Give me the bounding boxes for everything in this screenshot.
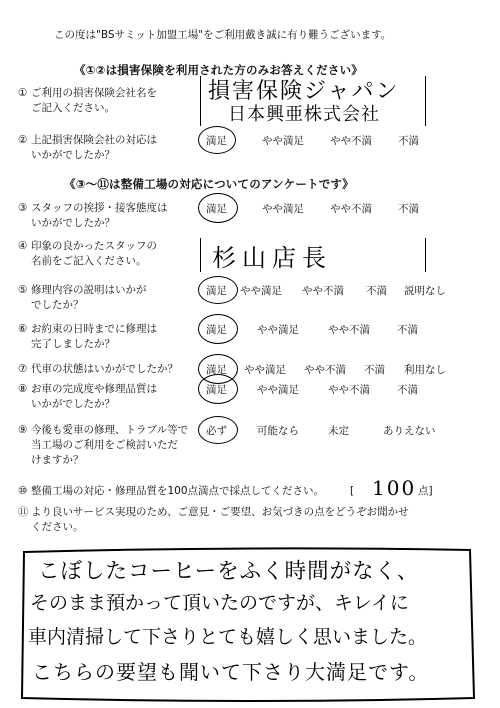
question-text: ください。 — [31, 521, 84, 533]
option-undecided[interactable]: 未定 — [328, 425, 349, 437]
option-dissatisfied[interactable]: 不満 — [397, 324, 418, 336]
option-dissatisfied[interactable]: 不満 — [364, 364, 385, 376]
option-satisfied[interactable]: 満足 — [206, 324, 227, 336]
question-text: いかがでしたか？ — [31, 398, 115, 410]
option-satisfied[interactable]: 満足 — [206, 203, 227, 215]
comment-line: そのまま預かって頂いたのですが、キレイに — [30, 592, 409, 614]
header-text: この度は"BSサミット加盟工場"をご利用戴き誠に有り難うございます。 — [54, 29, 392, 41]
option-satisfied[interactable]: 満足 — [206, 384, 227, 396]
option-satisfied[interactable]: 満足 — [206, 135, 227, 147]
option-if-possible[interactable]: 可能なら — [257, 425, 299, 437]
option-somewhat-dissatisfied[interactable]: やや不満 — [330, 135, 372, 147]
question-number: ④ — [18, 240, 28, 252]
question-text: お車の完成度や修理品質は — [31, 383, 157, 395]
question-text: でしたか？ — [31, 299, 84, 311]
question-text: 修理内容の説明はいかが — [31, 284, 147, 296]
question-text: 代車の状態はいかがでしたか？ — [31, 363, 178, 375]
option-definitely[interactable]: 必ず — [206, 425, 227, 437]
question-text: 当工場のご利用をご検討いただ — [31, 439, 178, 451]
question-text: ご記入ください。 — [31, 102, 115, 114]
option-somewhat-dissatisfied[interactable]: やや不満 — [304, 364, 346, 376]
question-number: ⑩ — [18, 485, 28, 497]
option-somewhat-satisfied[interactable]: やや満足 — [240, 285, 282, 297]
handwritten-answer: 損害保険ジャパン — [208, 79, 400, 104]
option-satisfied[interactable]: 満足 — [206, 364, 227, 376]
option-somewhat-satisfied[interactable]: やや満足 — [257, 324, 299, 336]
section-heading-insurance: 《①②は損害保険を利用された方のみお答えください》 — [74, 63, 363, 77]
handwritten-score[interactable]: 100 — [372, 476, 417, 500]
option-somewhat-dissatisfied[interactable]: やや不満 — [302, 285, 344, 297]
option-impossible[interactable]: ありえない — [383, 425, 436, 437]
option-dissatisfied[interactable]: 不満 — [398, 135, 419, 147]
question-text: 今後も愛車の修理、トラブル等で — [31, 424, 189, 436]
question-number: ⑥ — [18, 323, 28, 335]
comment-line: こちらの要望も聞いて下さり大満足です。 — [32, 660, 430, 684]
question-text: より良いサービス実現のため、ご意見・ご要望、お気づきの点をどうぞお聞かせ — [31, 506, 409, 518]
handwritten-answer: 日本興亜株式会社 — [228, 104, 380, 125]
question-number: ② — [18, 134, 28, 146]
comment-line: 車内清掃して下さりとても嬉しく思いました。 — [28, 626, 428, 648]
question-text: 完了しましたか？ — [31, 338, 115, 350]
question-number: ① — [18, 87, 28, 99]
option-somewhat-dissatisfied[interactable]: やや不満 — [328, 324, 370, 336]
option-somewhat-satisfied[interactable]: やや満足 — [262, 203, 304, 215]
option-dissatisfied[interactable]: 不満 — [366, 285, 387, 297]
option-somewhat-satisfied[interactable]: やや満足 — [244, 364, 286, 376]
question-text: 上記損害保険会社の対応は — [31, 134, 157, 146]
question-text: けますか？ — [31, 454, 84, 466]
question-text: 名前をご記入ください。 — [31, 255, 147, 267]
option-somewhat-satisfied[interactable]: やや満足 — [262, 135, 304, 147]
question-text: ご利用の損害保険会社名を — [31, 87, 157, 99]
option-somewhat-dissatisfied[interactable]: やや不満 — [330, 203, 372, 215]
option-no-explanation[interactable]: 説明なし — [404, 285, 446, 297]
score-unit: 点] — [418, 485, 433, 497]
question-number: ⑤ — [18, 284, 28, 296]
question-number: ⑧ — [18, 383, 28, 395]
question-text: いかがでしたか？ — [31, 217, 115, 229]
question-text: スタッフの挨拶・接客態度は — [31, 202, 168, 214]
option-somewhat-dissatisfied[interactable]: やや不満 — [328, 384, 370, 396]
handwritten-answer: 杉山店長 — [212, 244, 332, 272]
comment-line: こぼしたコーヒーをふく時間がなく、 — [38, 559, 420, 584]
question-number: ⑦ — [18, 363, 28, 375]
option-dissatisfied[interactable]: 不満 — [397, 384, 418, 396]
option-no-usage[interactable]: 利用なし — [404, 364, 446, 376]
question-number: ⑪ — [18, 506, 29, 518]
score-bracket-open: [ — [350, 485, 355, 497]
question-text: 印象の良かったスタッフの — [31, 240, 157, 252]
option-dissatisfied[interactable]: 不満 — [398, 203, 419, 215]
question-text: お約束の日時までに修理は — [31, 323, 157, 335]
question-number: ③ — [18, 202, 28, 214]
option-satisfied[interactable]: 満足 — [206, 285, 227, 297]
question-text: いかがでしたか？ — [31, 149, 115, 161]
question-text: 整備工場の対応・修理品質を100点満点で採点してください。 — [31, 485, 325, 497]
section-heading-garage: 《③～⑪は整備工場の対応についてのアンケートです》 — [64, 177, 354, 191]
question-number: ⑨ — [18, 424, 28, 436]
option-somewhat-satisfied[interactable]: やや満足 — [257, 384, 299, 396]
